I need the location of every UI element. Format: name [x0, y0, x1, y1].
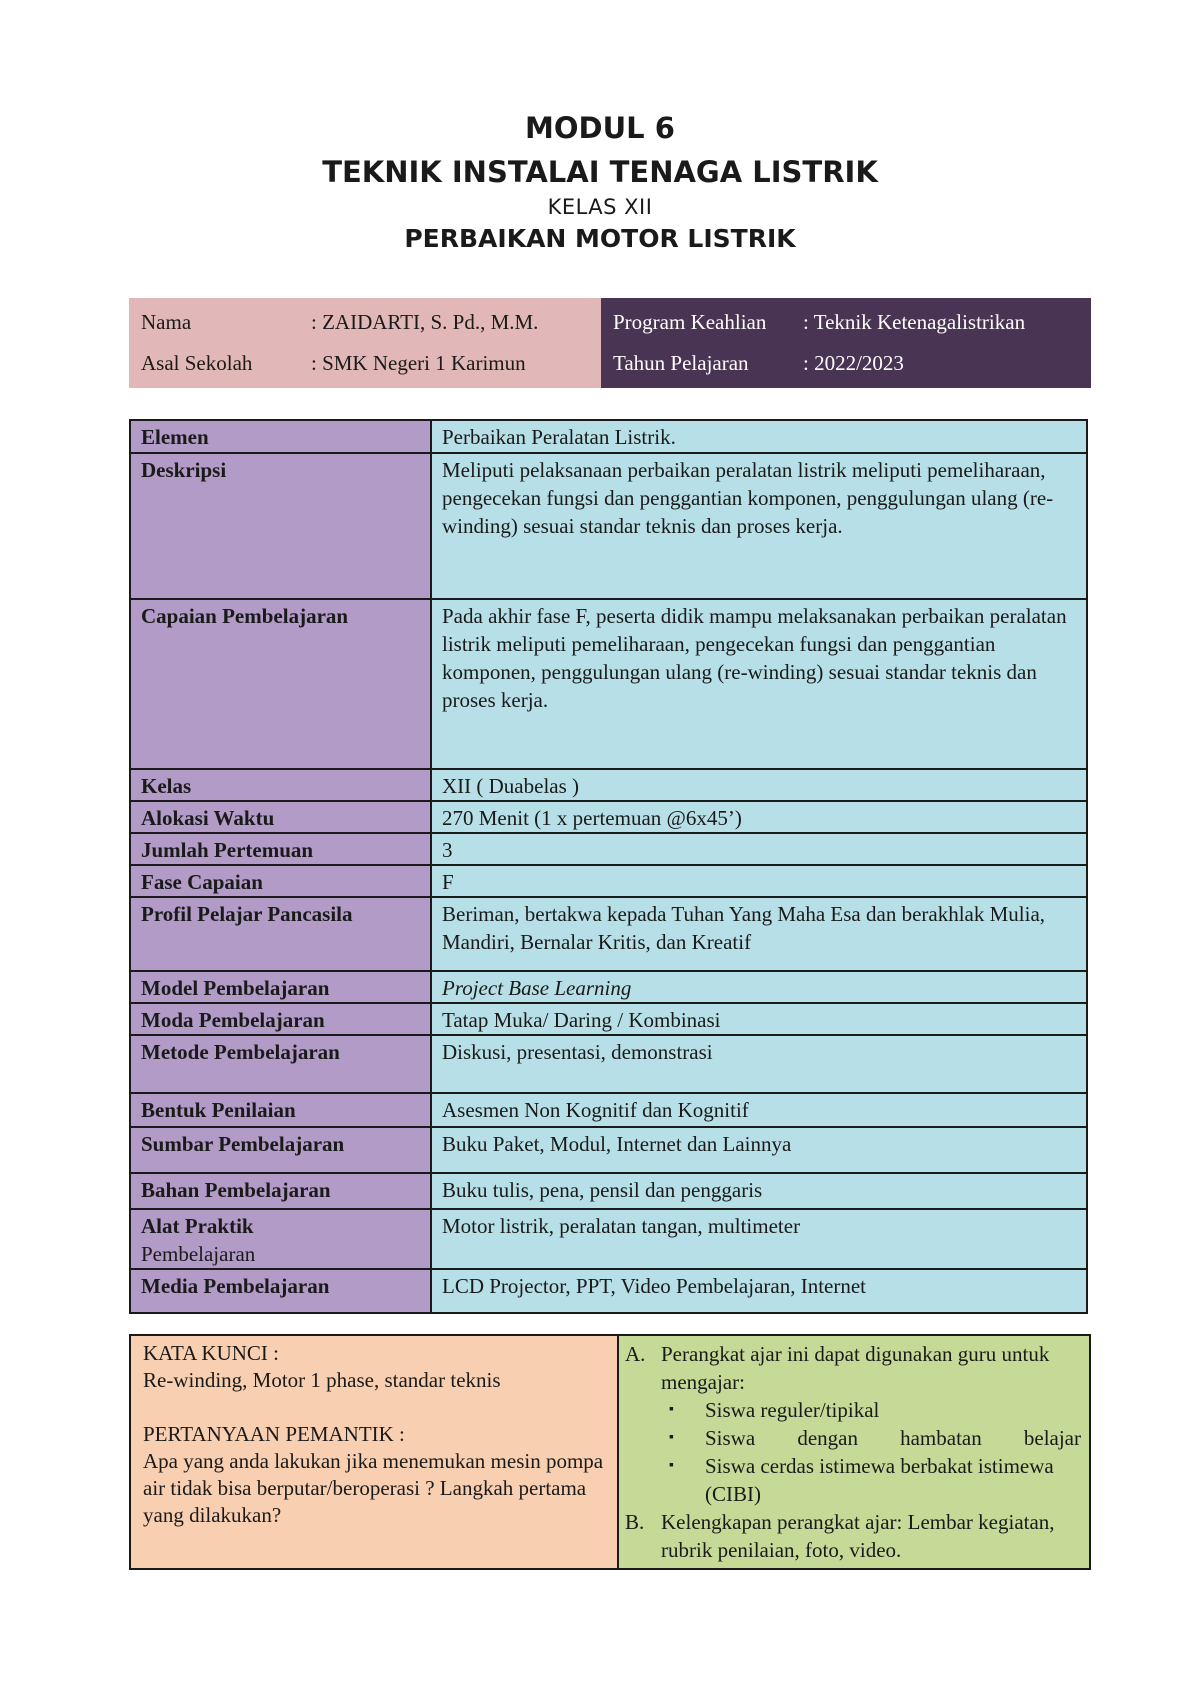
module-number: MODUL 6	[525, 111, 675, 145]
model-label: Model Pembelajaran	[130, 971, 431, 1003]
spacer	[143, 1394, 607, 1421]
bahan-label: Bahan Pembelajaran	[130, 1173, 431, 1209]
fase-value: F	[431, 865, 1087, 897]
table-row	[130, 769, 1087, 801]
sekolah-value: : SMK Negeri 1 Karimun	[311, 351, 526, 375]
alokasi-value: 270 Menit (1 x pertemuan @6x45’)	[431, 801, 1087, 833]
document-header	[0, 108, 1200, 256]
bullet-text: Siswa cerdas istimewa berbakat istimewa (CIBI)	[705, 1454, 1054, 1506]
kelas-label: Kelas	[130, 769, 431, 801]
elemen-label: Elemen	[130, 420, 431, 453]
capaian-value: Pada akhir fase F, peserta didik mampu melaksanakan perbaikan peralatan listrik meliputi pemeliharaan, pengecekan fungsi dan penggantian komponen, penggulungan ulang (re-winding) sesuai standar teknis dan proses kerja.	[431, 599, 1087, 769]
alat-label: Alat Praktik	[141, 1214, 254, 1238]
class-level: KELAS XII	[547, 195, 653, 219]
alat-label-cont: Pembelajaran	[141, 1242, 256, 1266]
pertanyaan-label: PERTANYAAN PEMANTIK :	[143, 1422, 405, 1446]
table-row	[130, 599, 1087, 769]
nama-row	[141, 302, 601, 343]
table-row	[130, 1209, 1087, 1269]
topic-title: PERBAIKAN MOTOR LISTRIK	[404, 224, 796, 253]
table-row	[130, 865, 1087, 897]
tahun-label: Tahun Pelajaran	[613, 351, 749, 375]
sekolah-label: Asal Sekolah	[141, 351, 253, 375]
list-marker-a: A.	[625, 1342, 646, 1366]
list-item-b	[625, 1508, 1081, 1564]
sumber-value: Buku Paket, Modul, Internet dan Lainnya	[431, 1127, 1087, 1173]
identity-right	[601, 298, 1091, 388]
sumber-label: Sumbar Pembelajaran	[130, 1127, 431, 1173]
table-row	[130, 453, 1087, 599]
table-row	[130, 1003, 1087, 1035]
bullet-item	[625, 1424, 1081, 1452]
metode-value: Diskusi, presentasi, demonstrasi	[431, 1035, 1087, 1093]
kata-kunci-label: KATA KUNCI :	[143, 1341, 279, 1365]
program-row	[613, 302, 1091, 343]
table-row	[130, 801, 1087, 833]
table-row	[130, 1127, 1087, 1173]
keywords-box	[129, 1334, 1091, 1570]
target-panel	[619, 1336, 1089, 1568]
table-row	[130, 833, 1087, 865]
sekolah-row	[141, 343, 601, 384]
jumlah-label: Jumlah Pertemuan	[130, 833, 431, 865]
list-text-a: Perangkat ajar ini dapat digunakan guru untuk mengajar:	[661, 1342, 1050, 1394]
fase-label: Fase Capaian	[130, 865, 431, 897]
table-row	[130, 1269, 1087, 1313]
profil-value: Beriman, bertakwa kepada Tuhan Yang Maha Esa dan berakhlak Mulia, Mandiri, Bernalar Kritis, dan Kreatif	[431, 897, 1087, 971]
deskripsi-label: Deskripsi	[130, 453, 431, 599]
kelas-value: XII ( Duabelas )	[431, 769, 1087, 801]
jumlah-value: 3	[431, 833, 1087, 865]
bentuk-label: Bentuk Penilaian	[130, 1093, 431, 1127]
table-row	[130, 1093, 1087, 1127]
model-value: Project Base Learning	[431, 971, 1087, 1003]
list-text-b: Kelengkapan perangkat ajar: Lembar kegiatan, rubrik penilaian, foto, video.	[661, 1510, 1055, 1562]
table-row	[130, 420, 1087, 453]
deskripsi-value: Meliputi pelaksanaan perbaikan peralatan listrik meliputi pemeliharaan, pengecekan fungsi dan penggantian komponen, penggulungan ulang (re-winding) sesuai standar teknis dan proses kerja.	[431, 453, 1087, 599]
kata-kunci-value: Re-winding, Motor 1 phase, standar teknis	[143, 1368, 501, 1392]
nama-label: Nama	[141, 310, 192, 334]
media-label: Media Pembelajaran	[130, 1269, 431, 1313]
capaian-label: Capaian Pembelajaran	[130, 599, 431, 769]
elemen-value: Perbaikan Peralatan Listrik.	[431, 420, 1087, 453]
bullet-square-icon: ▪	[669, 1458, 674, 1473]
identity-banner	[129, 298, 1091, 388]
alokasi-label: Alokasi Waktu	[130, 801, 431, 833]
media-value: LCD Projector, PPT, Video Pembelajaran, Internet	[431, 1269, 1087, 1313]
keywords-panel	[131, 1336, 619, 1568]
table-row	[130, 1035, 1087, 1093]
moda-value: Tatap Muka/ Daring / Kombinasi	[431, 1003, 1087, 1035]
bullet-square-icon: ▪	[669, 1430, 674, 1445]
alat-value: Motor listrik, peralatan tangan, multimeter	[431, 1209, 1087, 1269]
table-row	[130, 971, 1087, 1003]
program-label: Program Keahlian	[613, 310, 767, 334]
bullet-text: Siswa reguler/tipikal	[705, 1398, 880, 1422]
tahun-value: : 2022/2023	[803, 351, 904, 375]
program-value: : Teknik Ketenagalistrikan	[803, 310, 1026, 334]
list-marker-b: B.	[625, 1510, 645, 1534]
identity-left	[129, 298, 601, 388]
module-info-table	[129, 419, 1088, 1314]
tahun-row	[613, 343, 1091, 384]
table-row	[130, 1173, 1087, 1209]
list-item-a	[625, 1340, 1081, 1396]
bahan-value: Buku tulis, pena, pensil dan penggaris	[431, 1173, 1087, 1209]
table-row	[130, 897, 1087, 971]
bullet-text: Siswa dengan hambatan belajar	[705, 1426, 1081, 1450]
moda-label: Moda Pembelajaran	[130, 1003, 431, 1035]
bullet-item	[625, 1396, 1081, 1424]
bentuk-value: Asesmen Non Kognitif dan Kognitif	[431, 1093, 1087, 1127]
bullet-square-icon: ▪	[669, 1402, 674, 1417]
pertanyaan-value: Apa yang anda lakukan jika menemukan mesin pompa air tidak bisa berputar/beroperasi ? Langkah pertama yang dilakukan?	[143, 1449, 604, 1527]
metode-label: Metode Pembelajaran	[130, 1035, 431, 1093]
nama-value: : ZAIDARTI, S. Pd., M.M.	[311, 310, 539, 334]
bullet-item	[625, 1452, 1081, 1508]
module-title: TEKNIK INSTALAI TENAGA LISTRIK	[322, 155, 878, 189]
profil-label: Profil Pelajar Pancasila	[130, 897, 431, 971]
alat-label-cell	[130, 1209, 431, 1269]
